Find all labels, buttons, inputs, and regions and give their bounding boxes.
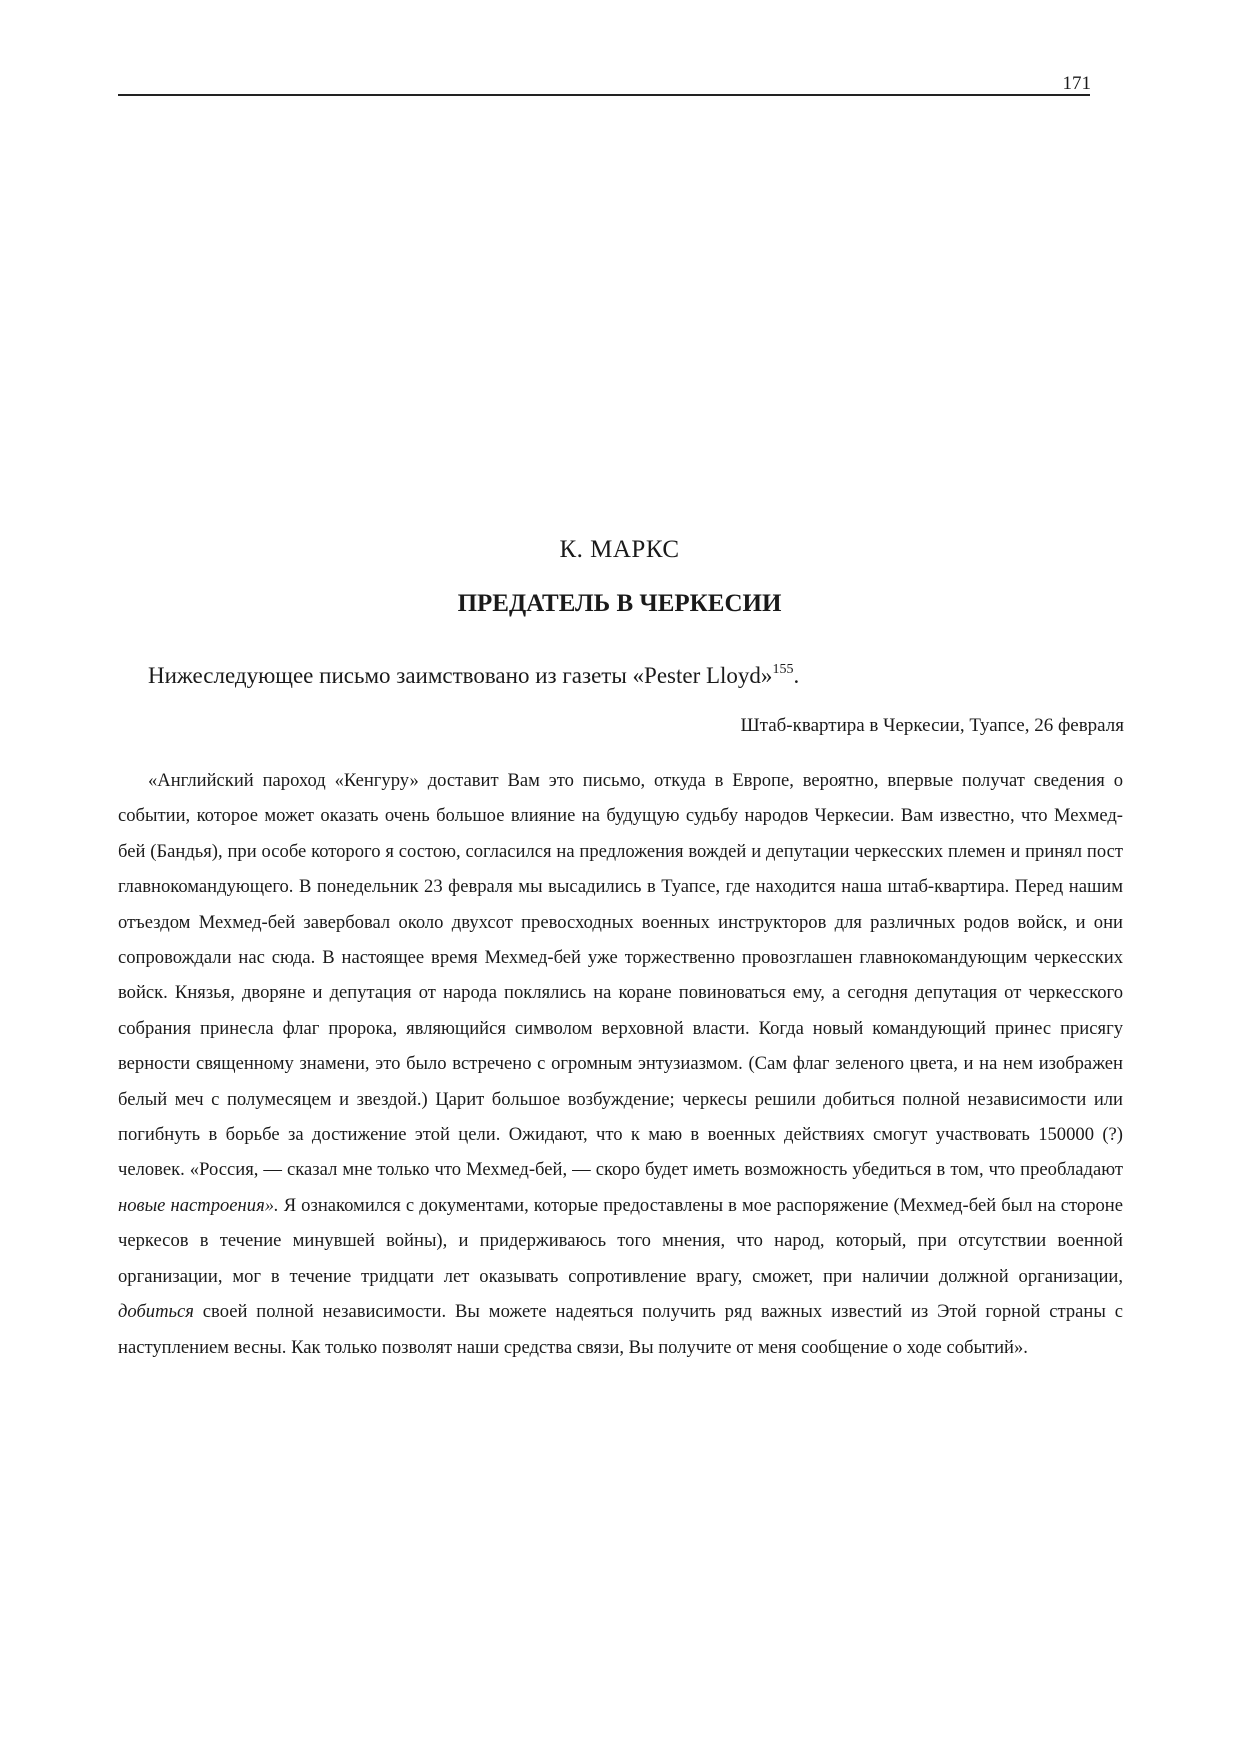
article-author: К. МАРКС — [559, 536, 680, 563]
body-italic-phrase: новые настроения». — [118, 1194, 279, 1216]
footnote-reference[interactable]: 155 — [772, 662, 794, 677]
article-intro — [148, 662, 799, 690]
body-segment: «Английский пароход «Кенгуру» доставит Вам это письмо, откуда в Европе, вероятно, впервые получат сведения о событии, которое может оказать очень большое влияние на будущую судьбу народов Черкесии. Вам известно, что Мехмед-бей (Бандья), при особе которого я состою, согласился на предложения вождей и депутации черкесских племен и принял пост главнокомандующего. В понедельник 23 февраля мы высадились в Туапсе, где находится наша штаб-квартира. Перед нашим отъездом Мехмед-бей завербовал около двухсот превосходных военных инструкторов для различных родов войск, и они сопровождали нас сюда. В настоящее время Мехмед-бей уже торжественно провозглашен главнокомандующим черкесских войск. Князья, дворяне и депутация от народа поклялись на коране повиноваться ему, а сегодня депутация от черкесского собрания принесла флаг пророка, являющийся символом верховной власти. Когда новый командующий принес присягу верности священному знамени, это было встречено с огромным энтузиазмом. (Сам флаг зеленого цвета, и на нем изображен белый меч с полумесяцем и звездой.) Царит большое возбуждение; черкесы решили добиться полной независимости или погибнуть в борьбе за достижение этой цели. Ожидают, что к маю в военных действиях смогут участвовать 150000 (?) человек. «Россия, — сказал мне только что Мехмед-бей, — скоро будет иметь возможность убедиться в том, что преобладают — [118, 770, 1123, 1181]
intro-text: Нижеследующее письмо заимствовано из газеты «Pester Lloyd» — [148, 663, 773, 688]
article-title: ПРЕДАТЕЛЬ В ЧЕРКЕСИИ — [457, 590, 782, 617]
page-number: 171 — [1062, 73, 1091, 94]
intro-end: . — [793, 663, 800, 688]
header-rule — [118, 94, 1090, 96]
body-segment: своей полной независимости. Вы можете надеяться получить ряд важных известий из Этой горной страны с наступлением весны. Как только позволят наши средства связи, Вы получите от меня сообщение о ходе событий». — [118, 1301, 1123, 1358]
article-body — [118, 763, 1123, 1365]
dateline: Штаб-квартира в Черкесии, Туапсе, 26 февраля — [740, 715, 1124, 736]
body-segment: Я ознакомился с документами, которые предоставлены в мое распоряжение (Мехмед-бей был на стороне черкесов в течение минувшей войны), и придерживаюсь того мнения, что народ, который, при отсутствии военной организации, мог в течение тридцати лет оказывать сопротивление врагу, сможет, при наличии должной организации, — [118, 1194, 1123, 1287]
body-italic-phrase: добиться — [118, 1301, 194, 1323]
